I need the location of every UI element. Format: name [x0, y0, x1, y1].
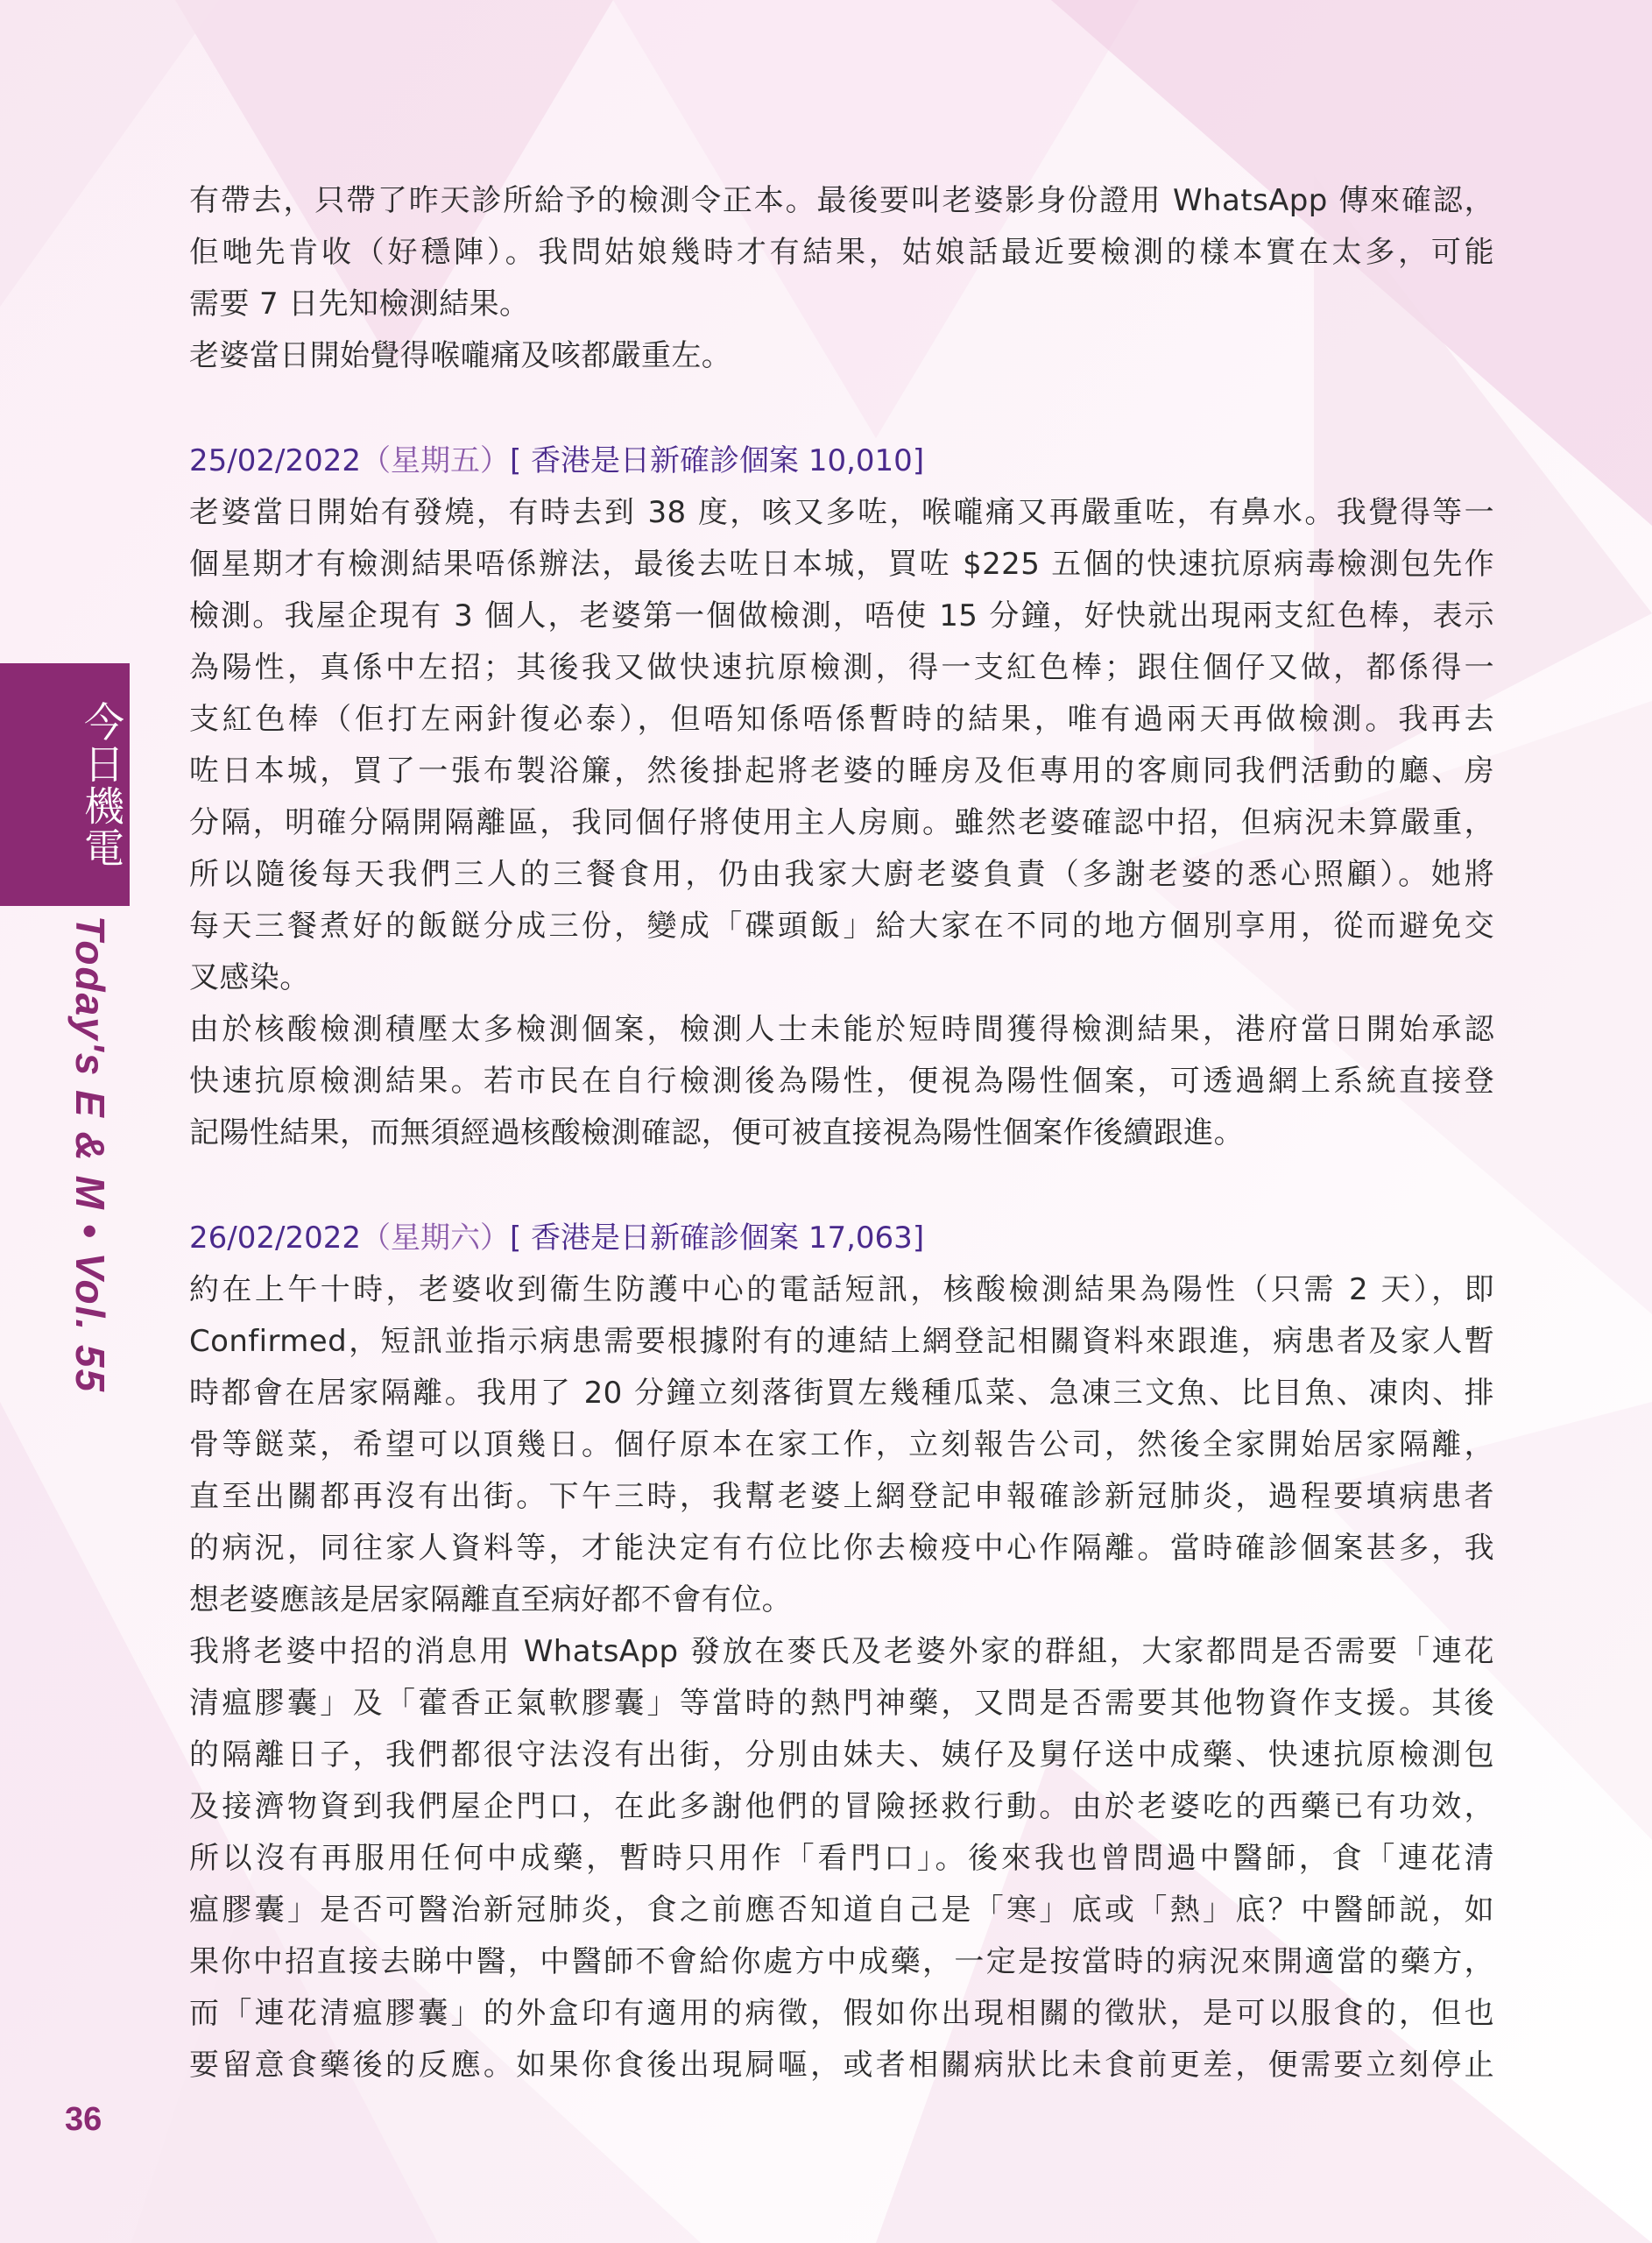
entry-weekday: （星期五） [360, 443, 510, 478]
text-line: 骨等餸菜，希望可以頂幾日。個仔原本在家工作，立刻報告公司，然後全家開始居家隔離， [189, 1427, 1494, 1462]
text-line: 約在上午十時，老婆收到衞生防護中心的電話短訊，核酸檢測結果為陽性（只需 2 天），即 [189, 1272, 1494, 1307]
entry-case-count: [ 香港是日新確診個案 17,063] [509, 1221, 925, 1256]
entry-header [189, 435, 1494, 487]
text-line: Confirmed，短訊並指示病患需要根據附有的連結上網登記相關資料來跟進，病患者及家人暫 [189, 1324, 1494, 1359]
text-line: 檢測。我屋企現有 3 個人，老婆第一個做檢測，唔使 15 分鐘，好快就出現兩支紅色棒，表示 [189, 598, 1494, 633]
text-line: 要留意食藥後的反應。如果你食後出現屙嘔，或者相關病狀比未食前更差，便需要立刻停止 [189, 2048, 1494, 2083]
text-line: 時都會在居家隔離。我用了 20 分鐘立刻落街買左幾種瓜菜、急凍三文魚、比目魚、凍肉、排 [189, 1376, 1494, 1411]
text-line: 而「連花清瘟膠囊」的外盒印有適用的病徵，假如你出現相關的徵狀，是可以服食的，但也 [189, 1996, 1494, 2031]
text-line: 快速抗原檢測結果。若市民在自行檢測後為陽性，便視為陽性個案，可透過網上系統直接登 [189, 1064, 1494, 1099]
section-title: 今日機電 [78, 701, 125, 869]
text-line: 分隔，明確分隔開隔離區，我同個仔將使用主人房廁。雖然老婆確認中招，但病況未算嚴重， [189, 805, 1494, 840]
text-line: 直至出關都再沒有出街。下午三時，我幫老婆上網登記申報確診新冠肺炎，過程要填病患者 [189, 1479, 1494, 1514]
text-line: 有帶去，只帶了昨天診所給予的檢測令正本。最後要叫老婆影身份證用 WhatsApp 傳來確認， [189, 183, 1494, 218]
text-line: 及接濟物資到我們屋企門口，在此多謝他們的冒險拯救行動。由於老婆吃的西藥已有功效， [189, 1789, 1494, 1824]
text-line: 清瘟膠囊」及「藿香正氣軟膠囊」等當時的熱門神藥，又問是否需要其他物資作支援。其後 [189, 1686, 1494, 1721]
entry-header [189, 1213, 1494, 1264]
text-line: 所以隨後每天我們三人的三餐食用，仍由我家大廚老婆負責（多謝老婆的悉心照顧）。她將 [189, 857, 1494, 892]
text-line: 由於核酸檢測積壓太多檢測個案，檢測人士未能於短時間獲得檢測結果，港府當日開始承認 [189, 1012, 1494, 1047]
text-line: 個星期才有檢測結果唔係辦法，最後去咗日本城，買咗 $225 五個的快速抗原病毒檢測包先作 [189, 547, 1494, 582]
intro-paragraph [189, 175, 1494, 382]
entry-date: 25/02/2022 [189, 443, 361, 478]
text-line: 為陽性，真係中左招；其後我又做快速抗原檢測，得一支紅色棒；跟住個仔又做，都係得一 [189, 650, 1494, 685]
text-line: 佢哋先肯收（好穩陣）。我問姑娘幾時才有結果，姑娘話最近要檢測的樣本實在太多，可能 [189, 235, 1494, 270]
text-line: 記陽性結果，而無須經過核酸檢測確認，便可被直接視為陽性個案作後續跟進。 [189, 1115, 1244, 1150]
text-line: 咗日本城，買了一張布製浴簾，然後掛起將老婆的睡房及佢專用的客廁同我們活動的廳、房 [189, 754, 1494, 789]
text-line: 叉感染。 [189, 960, 310, 995]
text-line: 支紅色棒（佢打左兩針復必泰），但唔知係唔係暫時的結果，唯有過兩天再做檢測。我再去 [189, 702, 1494, 737]
diary-entry [189, 435, 1494, 1159]
text-line: 的隔離日子，我們都很守法沒有出街，分別由妹夫、姨仔及舅仔送中成藥、快速抗原檢測包 [189, 1737, 1494, 1772]
text-line: 所以沒有再服用任何中成藥，暫時只用作「看門口」。後來我也曾問過中醫師，食「連花清 [189, 1841, 1494, 1876]
text-line: 老婆當日開始覺得喉嚨痛及咳都嚴重左。 [189, 338, 732, 373]
entry-weekday: （星期六） [360, 1221, 510, 1256]
text-line: 老婆當日開始有發燒，有時去到 38 度，咳又多咗，喉嚨痛又再嚴重咗，有鼻水。我覺得等一 [189, 495, 1494, 530]
page-number: 36 [65, 2101, 102, 2138]
magazine-name-volume: Today's E & M • Vol. 55 [67, 916, 113, 1394]
text-line: 想老婆應該是居家隔離直至病好都不會有位。 [189, 1582, 792, 1617]
entry-case-count: [ 香港是日新確診個案 10,010] [509, 443, 925, 478]
text-line: 的病況，同往家人資料等，才能決定有冇位比你去檢疫中心作隔離。當時確診個案甚多，我 [189, 1531, 1494, 1566]
text-line: 我將老婆中招的消息用 WhatsApp 發放在麥氏及老婆外家的群組，大家都問是否需要「連花 [189, 1634, 1494, 1669]
diary-entry [189, 1213, 1494, 2091]
section-tab [0, 663, 130, 906]
text-line: 需要 7 日先知檢測結果。 [189, 287, 530, 322]
text-line: 每天三餐煮好的飯餸分成三份，變成「碟頭飯」給大家在不同的地方個別享用，從而避免交 [189, 909, 1494, 944]
article-body [189, 175, 1494, 2091]
entry-date: 26/02/2022 [189, 1221, 361, 1256]
text-line: 瘟膠囊」是否可醫治新冠肺炎，食之前應否知道自己是「寒」底或「熱」底？中醫師説，如 [189, 1893, 1494, 1928]
text-line: 果你中招直接去睇中醫，中醫師不會給你處方中成藥，一定是按當時的病況來開適當的藥方， [189, 1944, 1494, 1979]
